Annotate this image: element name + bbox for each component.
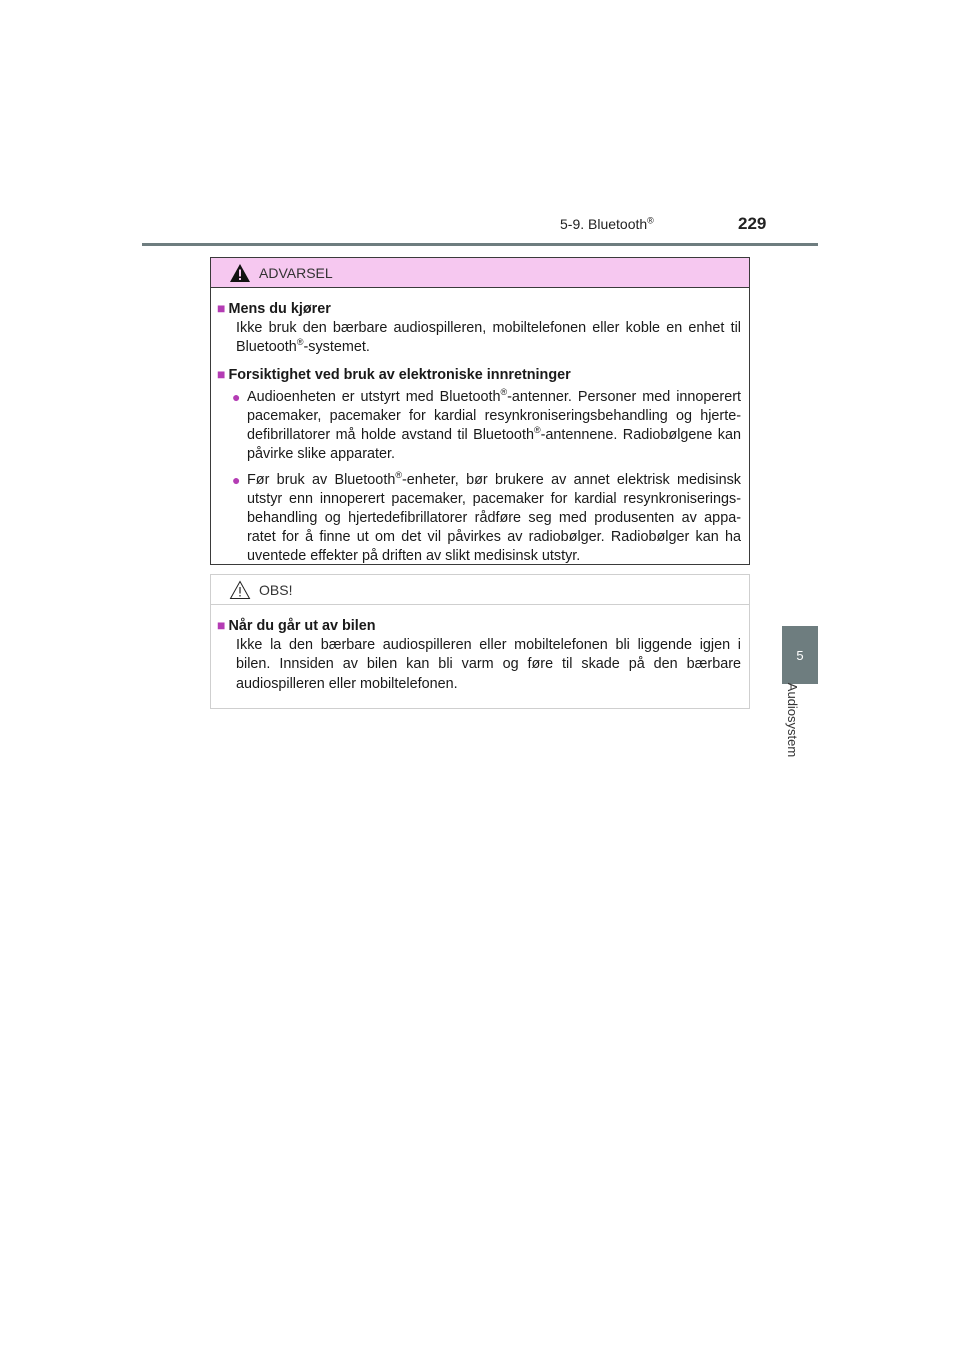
registered-mark: ® [296, 337, 304, 348]
bullet-1-text-a: Audioenheten er utstyrt med Bluetooth [247, 388, 501, 405]
warning-item-2-title [217, 365, 741, 385]
chapter-tab: 5 [782, 626, 818, 684]
list-item [217, 388, 741, 465]
note-body [211, 605, 749, 694]
note-item-title-text: Når du går ut av bilen [228, 618, 376, 634]
warning-item-1-title [217, 299, 741, 319]
warning-box [210, 257, 750, 565]
bullet-1-text-c: -antennene. Radiobølgene kan påvirke slike apparater. [247, 427, 741, 463]
square-bullet-icon: ■ [217, 617, 226, 633]
warning-triangle-icon [229, 263, 251, 283]
bullet-2-text-a: Før bruk av Bluetooth [247, 471, 396, 488]
square-bullet-icon: ■ [217, 365, 226, 382]
warning-item-1-title-text: Mens du kjører [228, 301, 331, 317]
bullet-1-text-b: -antenner. Personer med innoperert pacemaker, pacemaker for kardial resynkroniseringsbehandling og hjerte-defibrillatorer må holde avstand til Bluetooth [247, 388, 741, 444]
warning-body [211, 288, 749, 567]
registered-mark: ® [533, 425, 541, 436]
warning-item-1-text-a: Ikke bruk den bærbare audiospilleren, mobiltelefonen eller koble en enhet til Bluetooth [236, 320, 741, 356]
warning-item-1-text [217, 319, 741, 357]
registered-mark: ® [395, 469, 402, 480]
note-item-title [217, 616, 741, 636]
square-bullet-icon: ■ [217, 300, 226, 316]
page-number: 229 [738, 214, 767, 233]
warning-header [211, 258, 749, 288]
note-item-text: Ikke la den bærbare audiospilleren eller mobiltelefonen bli liggende igjen i bilen. Innsiden av bilen kan bli varm og føre til skade på den bærbare audiospilleren eller mobiltelefonen. [236, 637, 741, 692]
note-title: OBS! [259, 581, 293, 598]
bullet-2-text [247, 471, 741, 567]
chapter-tab-label: Audiosystem [785, 682, 800, 758]
registered-mark: ® [647, 215, 654, 226]
note-header [211, 575, 749, 605]
section-title [560, 216, 654, 232]
registered-mark: ® [500, 387, 508, 398]
section-title-text: 5-9. Bluetooth [560, 216, 648, 232]
circle-bullet-icon: ● [232, 388, 241, 405]
list-item [217, 471, 741, 567]
warning-item-2-title-text: Forsiktighet ved bruk av elektroniske innretninger [228, 366, 571, 383]
warning-item-1-text-b: -systemet. [303, 339, 370, 356]
bullet-2-text-b: -enheter, bør brukere av annet elektrisk medisinsk utstyr enn innoperert pacemaker, pacemaker for kardial resynkroniserings-behandling og hjertedefibrillatorer rådføre seg med produsenten av appa-ratet for å finne ut om det vil påvirkes av radiobølger. Radiobølger kan ha uventede effekter på driften av slikt medisinsk utstyr. [247, 471, 742, 565]
bullet-1-text [247, 388, 741, 465]
circle-bullet-icon: ● [232, 471, 241, 488]
note-box [210, 574, 750, 709]
caution-triangle-icon [229, 580, 251, 600]
warning-title: ADVARSEL [259, 264, 333, 281]
header-rule [142, 243, 818, 246]
